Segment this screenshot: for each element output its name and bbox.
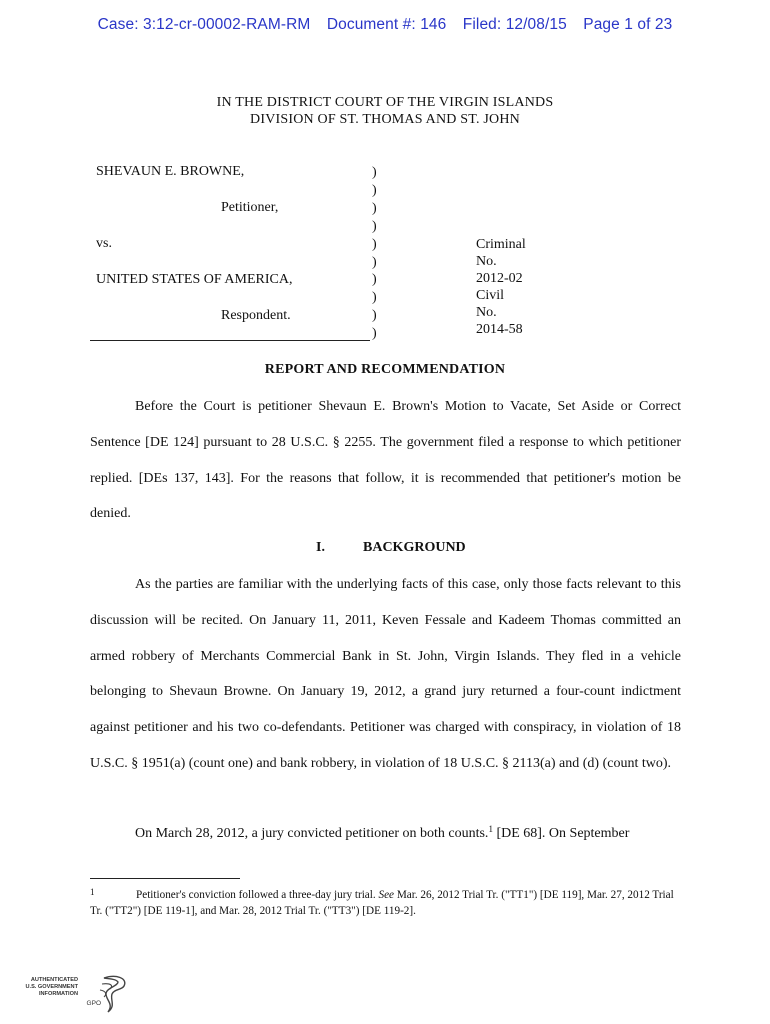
gpo-eagle-icon: [25, 972, 134, 1016]
intro-paragraph: [90, 389, 681, 532]
versus: vs.: [96, 236, 112, 251]
gpo-line2: U.S. GOVERNMENT: [25, 984, 78, 990]
footnote-number: 1: [90, 887, 95, 897]
gpo-authentication-logo: [25, 972, 134, 1016]
document-number: Document #: 146: [326, 16, 447, 33]
civil-number: Civil No. 2014-58: [476, 288, 523, 337]
gpo-line4: GPO: [86, 1000, 101, 1007]
conviction-text: On March 28, 2012, a jury convicted petitioner on both counts.: [135, 826, 489, 841]
court-division: DIVISION OF ST. THOMAS AND ST. JOHN: [250, 112, 520, 127]
docket-header: [0, 16, 770, 34]
conviction-text-cont: [DE 68]. On September: [492, 826, 630, 841]
footnote: [90, 885, 681, 919]
document-title: REPORT AND RECOMMENDATION: [264, 362, 506, 377]
footnote-separator: [90, 878, 240, 879]
section-label: BACKGROUND: [363, 540, 466, 555]
respondent-name: UNITED STATES OF AMERICA,: [96, 272, 293, 287]
intro-text: Before the Court is petitioner Shevaun E. Brown's Motion to Vacate, Set Aside or Correct Sentence [DE 124] pursuant to 28 U.S.C. § 2255. The government filed a response to which petitioner replied. [DEs 137, 143]. For the reasons that follow, it is recommended that petitioner's motion be denied.: [90, 399, 681, 522]
footnote-reference[interactable]: 1: [488, 824, 493, 834]
conviction-paragraph: [90, 816, 681, 852]
case-number: Case: 3:12-cr-00002-RAM-RM: [97, 16, 311, 33]
footnote-signal: See: [378, 889, 395, 901]
case-numbers: [476, 236, 526, 338]
filed-date: Filed: 12/08/15: [462, 16, 567, 33]
section-number: I.: [316, 540, 325, 555]
caption-underline: [90, 340, 370, 341]
court-heading: [0, 94, 770, 128]
respondent-role: Respondent.: [221, 308, 291, 323]
petitioner-name: SHEVAUN E. BROWNE,: [96, 164, 245, 179]
page-indicator: Page 1 of 23: [583, 16, 673, 33]
petitioner-role: Petitioner,: [221, 200, 279, 215]
background-paragraph: [90, 567, 681, 782]
criminal-number: Criminal No. 2012-02: [476, 237, 526, 286]
gpo-line1: AUTHENTICATED: [30, 977, 78, 983]
court-name: IN THE DISTRICT COURT OF THE VIRGIN ISLANDS: [216, 95, 554, 110]
gpo-line3: INFORMATION: [38, 991, 78, 997]
footnote-text-cont: Mar. 26, 2012 Trial Tr. ("TT1") [DE 119], Mar. 27, 2012 Trial Tr. ("TT2") [DE 119-1], and Mar. 28, 2012 Trial Tr. ("TT3") [DE 119-2].: [90, 889, 674, 917]
footnote-text: Petitioner's conviction followed a three-day jury trial.: [136, 889, 379, 901]
caption-parentheses: ) ) ) ) ) ) ) ) ) ): [372, 165, 377, 342]
background-text: As the parties are familiar with the underlying facts of this case, only those facts relevant to this discussion will be recited. On January 11, 2011, Keven Fessale and Kadeem Thomas committed an armed robbery of Merchants Commercial Bank in St. John, Virgin Islands. They fled in a vehicle belonging to Shevaun Browne. On January 19, 2012, a grand jury returned a four-count indictment against petitioner and his two co-defendants. Petitioner was charged with conspiracy, in violation of 18 U.S.C. § 1951(a) (count one) and bank robbery, in violation of 18 U.S.C. § 2113(a) and (d) (count two).: [90, 577, 681, 771]
